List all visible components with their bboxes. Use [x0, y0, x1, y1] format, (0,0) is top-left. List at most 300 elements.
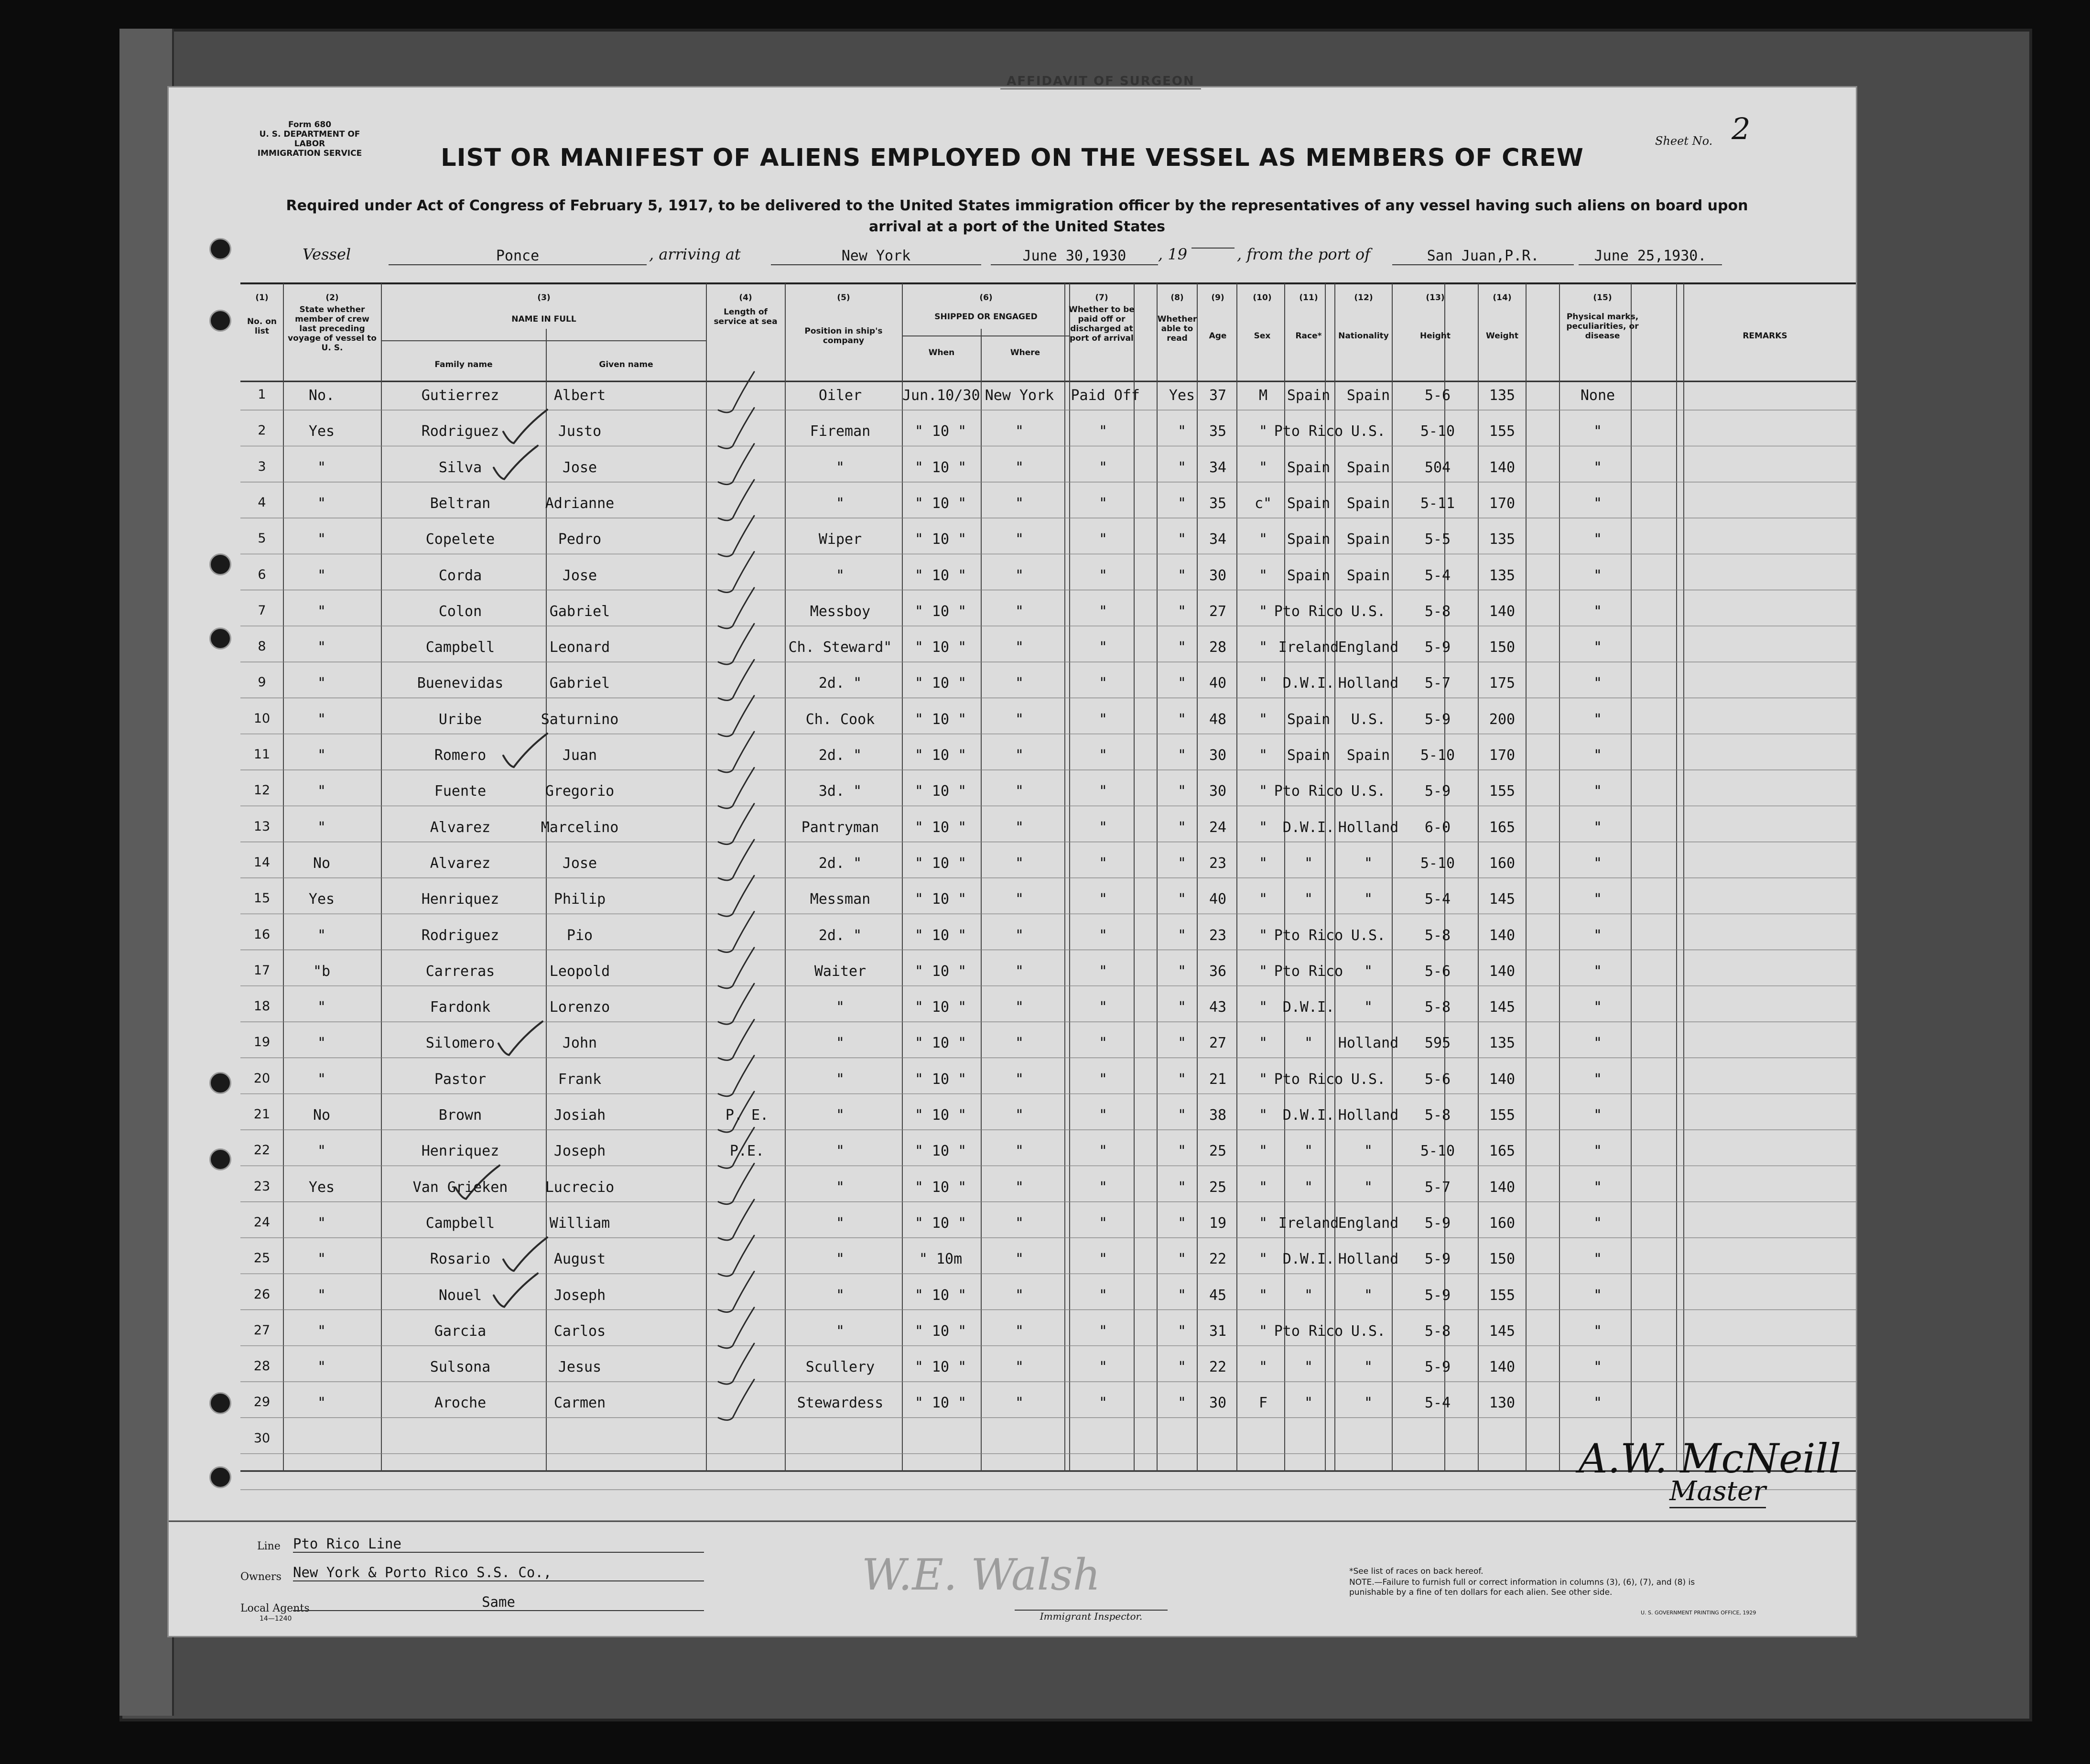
column-header: (5): [837, 293, 850, 303]
row-16-when: " 10 ": [914, 927, 967, 944]
row-4-position: ": [835, 495, 845, 512]
column-header: NAME IN FULL: [511, 314, 576, 324]
row-24-weight: 160: [1489, 1214, 1516, 1232]
column-header: (14): [1493, 293, 1512, 303]
row-7-given: Gabriel: [549, 603, 610, 620]
row-28-prev: ": [317, 1359, 326, 1376]
row-23-race: ": [1304, 1179, 1313, 1196]
column-header: Height: [1420, 331, 1451, 341]
row-10-where: ": [1015, 711, 1024, 728]
row-26-height: 5-9: [1424, 1287, 1451, 1304]
row-9-when: " 10 ": [914, 675, 967, 692]
row-15-nationality: ": [1364, 891, 1373, 908]
row-8-race: Ireland: [1278, 639, 1339, 656]
row-20-read: ": [1177, 1071, 1187, 1088]
row-11-family: Romero: [434, 747, 487, 764]
row-26-prev: ": [317, 1287, 326, 1304]
row-9-height: 5-7: [1424, 675, 1451, 692]
column-header: (8): [1170, 293, 1184, 303]
row-28-marks: ": [1593, 1359, 1603, 1376]
row-2-paid: ": [1098, 423, 1108, 440]
column-header: (12): [1354, 293, 1373, 303]
column-header: State whether member of crew last preceding voyage of vessel to U. S.: [288, 305, 377, 353]
row-5-paid: ": [1098, 531, 1108, 548]
row-24-height: 5-9: [1424, 1214, 1451, 1232]
column-header: Age: [1209, 331, 1227, 341]
row-3-weight: 140: [1489, 459, 1516, 476]
row-20-height: 5-6: [1424, 1071, 1451, 1088]
row-4-nationality: Spain: [1346, 495, 1390, 512]
owners-label: Owners: [240, 1571, 282, 1583]
row-26-given: Joseph: [553, 1287, 606, 1304]
tick-mark-icon: [718, 624, 754, 664]
row-3-sex: ": [1258, 459, 1268, 476]
tick-mark-icon: [718, 696, 754, 736]
row-28-sex: ": [1258, 1359, 1268, 1376]
row-13-height: 6-0: [1424, 819, 1451, 836]
row-3-prev: ": [317, 459, 326, 476]
row-25-family: Rosario: [430, 1251, 491, 1268]
row-16-no: 16: [253, 927, 271, 942]
tick-mark-icon: [718, 1308, 754, 1348]
row-10-height: 5-9: [1424, 711, 1451, 728]
row-3-race: Spain: [1287, 459, 1331, 476]
row-7-sex: ": [1258, 603, 1268, 620]
row-3-where: ": [1015, 459, 1024, 476]
owners-value: New York & Porto Rico S.S. Co.,: [293, 1564, 704, 1581]
row-14-family: Alvarez: [430, 855, 491, 872]
row-18-read: ": [1177, 999, 1187, 1016]
row-23-weight: 140: [1489, 1179, 1516, 1196]
row-29-no: 29: [253, 1395, 271, 1410]
row-17-read: ": [1177, 963, 1187, 980]
row-17-given: Leopold: [549, 963, 610, 980]
row-29-position: Stewardess: [797, 1395, 884, 1412]
row-13-race: D.W.I.: [1282, 819, 1335, 836]
row-14-position: 2d. ": [818, 855, 862, 872]
row-10-no: 10: [253, 711, 271, 726]
row-11-race: Spain: [1287, 747, 1331, 764]
row-5-marks: ": [1593, 531, 1603, 548]
row-13-no: 13: [253, 819, 271, 834]
row-5-no: 5: [258, 531, 266, 546]
row-8-nationality: England: [1338, 639, 1399, 656]
tick-mark-icon: [718, 408, 754, 448]
row-11-no: 11: [253, 747, 271, 762]
row-17-weight: 140: [1489, 963, 1516, 980]
row-8-no: 8: [258, 639, 266, 654]
row-12-nationality: U.S.: [1351, 783, 1386, 800]
row-6-sex: ": [1258, 567, 1268, 584]
row-28-paid: ": [1098, 1359, 1108, 1376]
tick-mark-icon: [718, 876, 754, 916]
row-16-height: 5-8: [1424, 927, 1451, 944]
column-header: (15): [1593, 293, 1612, 303]
row-2-marks: ": [1593, 423, 1603, 440]
row-28-race: ": [1304, 1359, 1313, 1376]
row-17-height: 5-6: [1424, 963, 1451, 980]
tick-mark-icon: [718, 552, 754, 593]
line-value: Pto Rico Line: [293, 1536, 704, 1553]
row-1-where: New York: [985, 387, 1054, 404]
row-4-prev: ": [317, 495, 326, 512]
row-25-no: 25: [253, 1251, 271, 1266]
row-5-nationality: Spain: [1346, 531, 1390, 548]
row-5-height: 5-5: [1424, 531, 1451, 548]
row-29-paid: ": [1098, 1395, 1108, 1412]
row-23-age: 25: [1209, 1179, 1227, 1196]
row-29-race: ": [1304, 1395, 1313, 1412]
row-3-family: Silva: [438, 459, 482, 476]
row-15-family: Henriquez: [421, 891, 499, 908]
sheet-number-label: Sheet No.: [1655, 134, 1713, 148]
row-28-position: Scullery: [805, 1359, 875, 1376]
row-9-sex: ": [1258, 675, 1268, 692]
row-27-position: ": [835, 1322, 845, 1340]
row-19-position: ": [835, 1035, 845, 1052]
vessel-name: Ponce: [389, 248, 647, 265]
row-29-prev: ": [317, 1395, 326, 1412]
row-23-family: Van Grieken: [412, 1179, 508, 1196]
row-20-prev: ": [317, 1071, 326, 1088]
row-28-no: 28: [253, 1359, 271, 1374]
row-13-paid: ": [1098, 819, 1108, 836]
row-4-family: Beltran: [430, 495, 491, 512]
row-3-no: 3: [258, 459, 266, 474]
row-19-when: " 10 ": [914, 1035, 967, 1052]
row-26-family: Nouel: [438, 1287, 482, 1304]
row-26-race: ": [1304, 1287, 1313, 1304]
tick-mark-icon: [718, 912, 754, 952]
row-4-age: 35: [1209, 495, 1227, 512]
row-12-when: " 10 ": [914, 783, 967, 800]
row-2-position: Fireman: [810, 423, 871, 440]
row-9-given: Gabriel: [549, 675, 610, 692]
row-16-position: 2d. ": [818, 927, 862, 944]
race-note: *See list of races on back hereof.: [1349, 1567, 1484, 1576]
row-2-no: 2: [258, 423, 266, 438]
row-21-race: D.W.I.: [1282, 1107, 1335, 1124]
column-header: (1): [255, 293, 269, 303]
tick-mark-icon: [718, 1019, 754, 1060]
row-19-height: 595: [1424, 1035, 1451, 1052]
row-22-where: ": [1015, 1143, 1024, 1160]
row-8-position: Ch. Steward": [788, 639, 892, 656]
row-15-race: ": [1304, 891, 1313, 908]
sheet-number-value: 2: [1732, 111, 1751, 146]
row-5-where: ": [1015, 531, 1024, 548]
column-header: Weight: [1486, 331, 1518, 341]
row-29-height: 5-4: [1424, 1395, 1451, 1412]
row-24-position: ": [835, 1214, 845, 1232]
column-header: (11): [1299, 293, 1318, 303]
row-25-age: 22: [1209, 1251, 1227, 1268]
row-9-position: 2d. ": [818, 675, 862, 692]
row-20-where: ": [1015, 1071, 1024, 1088]
row-13-nationality: Holland: [1338, 819, 1399, 836]
row-16-read: ": [1177, 927, 1187, 944]
row-1-read: Yes: [1169, 387, 1195, 404]
row-6-given: Jose: [562, 567, 597, 584]
row-26-weight: 155: [1489, 1287, 1516, 1304]
row-5-given: Pedro: [558, 531, 602, 548]
column-header: When: [928, 348, 955, 357]
row-1-when: Jun.10/30: [902, 387, 980, 404]
row-24-read: ": [1177, 1214, 1187, 1232]
row-4-read: ": [1177, 495, 1187, 512]
row-29-nationality: ": [1364, 1395, 1373, 1412]
column-header: (9): [1211, 293, 1224, 303]
column-header: No. on list: [247, 317, 277, 336]
row-14-when: " 10 ": [914, 855, 967, 872]
row-10-nationality: U.S.: [1351, 711, 1386, 728]
row-21-given: Josiah: [553, 1107, 606, 1124]
row-23-position: ": [835, 1179, 845, 1196]
row-15-given: Philip: [553, 891, 606, 908]
row-11-position: 2d. ": [818, 747, 862, 764]
row-4-weight: 170: [1489, 495, 1516, 512]
row-13-position: Pantryman: [801, 819, 879, 836]
row-8-family: Campbell: [425, 639, 495, 656]
row-4-when: " 10 ": [914, 495, 967, 512]
row-7-when: " 10 ": [914, 603, 967, 620]
row-26-read: ": [1177, 1287, 1187, 1304]
master-title: Master: [1669, 1476, 1766, 1508]
tick-mark-icon: [718, 768, 754, 808]
row-14-prev: No: [313, 855, 331, 872]
row-1-race: Spain: [1287, 387, 1331, 404]
row-8-marks: ": [1593, 639, 1603, 656]
tick-mark-icon: [718, 480, 754, 520]
row-13-given: Marcelino: [541, 819, 619, 836]
row-8-sex: ": [1258, 639, 1268, 656]
row-5-weight: 135: [1489, 531, 1516, 548]
row-22-given: Joseph: [553, 1143, 606, 1160]
row-13-sex: ": [1258, 819, 1268, 836]
row-19-paid: ": [1098, 1035, 1108, 1052]
tick-mark-icon: [718, 1343, 754, 1384]
row-15-no: 15: [253, 891, 271, 906]
row-18-race: D.W.I.: [1282, 999, 1335, 1016]
row-6-race: Spain: [1287, 567, 1331, 584]
row-2-nationality: U.S.: [1351, 423, 1386, 440]
row-20-paid: ": [1098, 1071, 1108, 1088]
row-6-age: 30: [1209, 567, 1227, 584]
row-10-prev: ": [317, 711, 326, 728]
row-7-where: ": [1015, 603, 1024, 620]
local-agents-value: Same: [293, 1594, 704, 1611]
manifest-sheet: [167, 74, 1857, 1637]
row-22-sex: ": [1258, 1143, 1268, 1160]
row-28-when: " 10 ": [914, 1359, 967, 1376]
row-27-nationality: U.S.: [1351, 1322, 1386, 1340]
tick-mark-icon: [718, 1200, 754, 1240]
row-15-where: ": [1015, 891, 1024, 908]
row-14-paid: ": [1098, 855, 1108, 872]
row-11-weight: 170: [1489, 747, 1516, 764]
row-8-weight: 150: [1489, 639, 1516, 656]
column-header: (4): [739, 293, 752, 303]
row-29-sex: F: [1258, 1395, 1268, 1412]
row-13-age: 24: [1209, 819, 1227, 836]
tick-mark-icon: [718, 372, 754, 412]
tick-mark-icon: [718, 1056, 754, 1096]
row-21-when: " 10 ": [914, 1107, 967, 1124]
row-21-height: 5-8: [1424, 1107, 1451, 1124]
tick-mark-icon: [718, 1272, 754, 1312]
row-2-sex: ": [1258, 423, 1268, 440]
row-25-read: ": [1177, 1251, 1187, 1268]
line-label: Line: [257, 1540, 281, 1552]
row-21-marks: ": [1593, 1107, 1603, 1124]
tick-mark-icon: [718, 660, 754, 700]
tick-mark-icon: [718, 732, 754, 772]
row-15-prev: Yes: [308, 891, 335, 908]
row-9-prev: ": [317, 675, 326, 692]
row-21-position: ": [835, 1107, 845, 1124]
row-21-paid: ": [1098, 1107, 1108, 1124]
row-9-nationality: Holland: [1338, 675, 1399, 692]
row-19-age: 27: [1209, 1035, 1227, 1052]
row-22-race: ": [1304, 1143, 1313, 1160]
row-25-race: D.W.I.: [1282, 1251, 1335, 1268]
row-5-position: Wiper: [818, 531, 862, 548]
row-28-read: ": [1177, 1359, 1187, 1376]
row-29-given: Carmen: [553, 1395, 606, 1412]
row-2-given: Justo: [558, 423, 602, 440]
row-14-nationality: ": [1364, 855, 1373, 872]
row-18-when: " 10 ": [914, 999, 967, 1016]
column-header: Length of service at sea: [714, 307, 778, 326]
row-5-when: " 10 ": [914, 531, 967, 548]
row-20-sex: ": [1258, 1071, 1268, 1088]
row-15-position: Messman: [810, 891, 871, 908]
row-14-given: Jose: [562, 855, 597, 872]
row-27-sex: ": [1258, 1322, 1268, 1340]
row-7-weight: 140: [1489, 603, 1516, 620]
row-20-when: " 10 ": [914, 1071, 967, 1088]
row-18-paid: ": [1098, 999, 1108, 1016]
row-6-prev: ": [317, 567, 326, 584]
row-9-weight: 175: [1489, 675, 1516, 692]
row-20-no: 20: [253, 1071, 271, 1086]
row-21-nationality: Holland: [1338, 1107, 1399, 1124]
row-11-given: Juan: [562, 747, 597, 764]
row-2-read: ": [1177, 423, 1187, 440]
row-14-marks: ": [1593, 855, 1603, 872]
row-17-paid: ": [1098, 963, 1108, 980]
tick-mark-icon: [718, 1379, 754, 1420]
row-10-age: 48: [1209, 711, 1227, 728]
row-2-family: Rodriguez: [421, 423, 499, 440]
row-4-sex: c": [1254, 495, 1272, 512]
row-4-race: Spain: [1287, 495, 1331, 512]
row-13-read: ": [1177, 819, 1187, 836]
row-27-given: Carlos: [553, 1322, 606, 1340]
row-24-paid: ": [1098, 1214, 1108, 1232]
row-7-family: Colon: [438, 603, 482, 620]
row-9-race: D.W.I.: [1282, 675, 1335, 692]
column-header: Sex: [1254, 331, 1271, 341]
page-subtitle: Required under Act of Congress of February 5, 1917, to be delivered to the United States immigration officer by the representatives of any vessel having such aliens on board upon arrival at a port of the United States: [286, 197, 1748, 235]
row-9-no: 9: [258, 675, 266, 690]
row-6-nationality: Spain: [1346, 567, 1390, 584]
row-5-family: Copelete: [425, 531, 495, 548]
row-23-no: 23: [253, 1179, 271, 1194]
row-18-age: 43: [1209, 999, 1227, 1016]
row-3-nationality: Spain: [1346, 459, 1390, 476]
row-22-paid: ": [1098, 1143, 1108, 1160]
row-22-service: P.E.: [729, 1143, 765, 1160]
from-port: San Juan,P.R.: [1392, 248, 1574, 265]
row-9-read: ": [1177, 675, 1187, 692]
row-7-height: 5-8: [1424, 603, 1451, 620]
row-16-weight: 140: [1489, 927, 1516, 944]
row-25-sex: ": [1258, 1251, 1268, 1268]
row-20-nationality: U.S.: [1351, 1071, 1386, 1088]
row-11-read: ": [1177, 747, 1187, 764]
row-17-nationality: ": [1364, 963, 1373, 980]
row-25-nationality: Holland: [1338, 1251, 1399, 1268]
row-28-family: Sulsona: [430, 1359, 491, 1376]
row-16-race: Pto Rico: [1274, 927, 1343, 944]
row-9-paid: ": [1098, 675, 1108, 692]
tick-mark-icon: [718, 948, 754, 988]
row-26-nationality: ": [1364, 1287, 1373, 1304]
row-25-marks: ": [1593, 1251, 1603, 1268]
row-2-when: " 10 ": [914, 423, 967, 440]
row-25-when: " 10m: [919, 1251, 963, 1268]
row-17-position: Waiter: [814, 963, 866, 980]
row-9-marks: ": [1593, 675, 1603, 692]
row-28-age: 22: [1209, 1359, 1227, 1376]
row-11-nationality: Spain: [1346, 747, 1390, 764]
row-7-read: ": [1177, 603, 1187, 620]
row-10-paid: ": [1098, 711, 1108, 728]
row-15-age: 40: [1209, 891, 1227, 908]
row-19-no: 19: [253, 1035, 271, 1050]
row-28-where: ": [1015, 1359, 1024, 1376]
row-18-given: Lorenzo: [549, 999, 610, 1016]
row-22-read: ": [1177, 1143, 1187, 1160]
row-1-paid: Paid Off: [1071, 387, 1140, 404]
row-29-read: ": [1177, 1395, 1187, 1412]
row-22-no: 22: [253, 1143, 271, 1158]
row-24-given: William: [549, 1214, 610, 1232]
row-20-position: ": [835, 1071, 845, 1088]
row-16-paid: ": [1098, 927, 1108, 944]
row-11-paid: ": [1098, 747, 1108, 764]
row-24-marks: ": [1593, 1214, 1603, 1232]
row-27-prev: ": [317, 1322, 326, 1340]
row-5-age: 34: [1209, 531, 1227, 548]
row-19-nationality: Holland: [1338, 1035, 1399, 1052]
row-10-family: Uribe: [438, 711, 482, 728]
row-6-when: " 10 ": [914, 567, 967, 584]
row-30-no: 30: [253, 1430, 271, 1446]
tick-mark-icon: [718, 588, 754, 628]
row-21-weight: 155: [1489, 1107, 1516, 1124]
row-1-marks: None: [1580, 387, 1615, 404]
row-27-race: Pto Rico: [1274, 1322, 1343, 1340]
row-23-paid: ": [1098, 1179, 1108, 1196]
row-8-where: ": [1015, 639, 1024, 656]
tick-mark-icon: [718, 840, 754, 880]
row-22-weight: 165: [1489, 1143, 1516, 1160]
row-10-read: ": [1177, 711, 1187, 728]
row-19-marks: ": [1593, 1035, 1603, 1052]
tick-mark-icon: [718, 804, 754, 844]
